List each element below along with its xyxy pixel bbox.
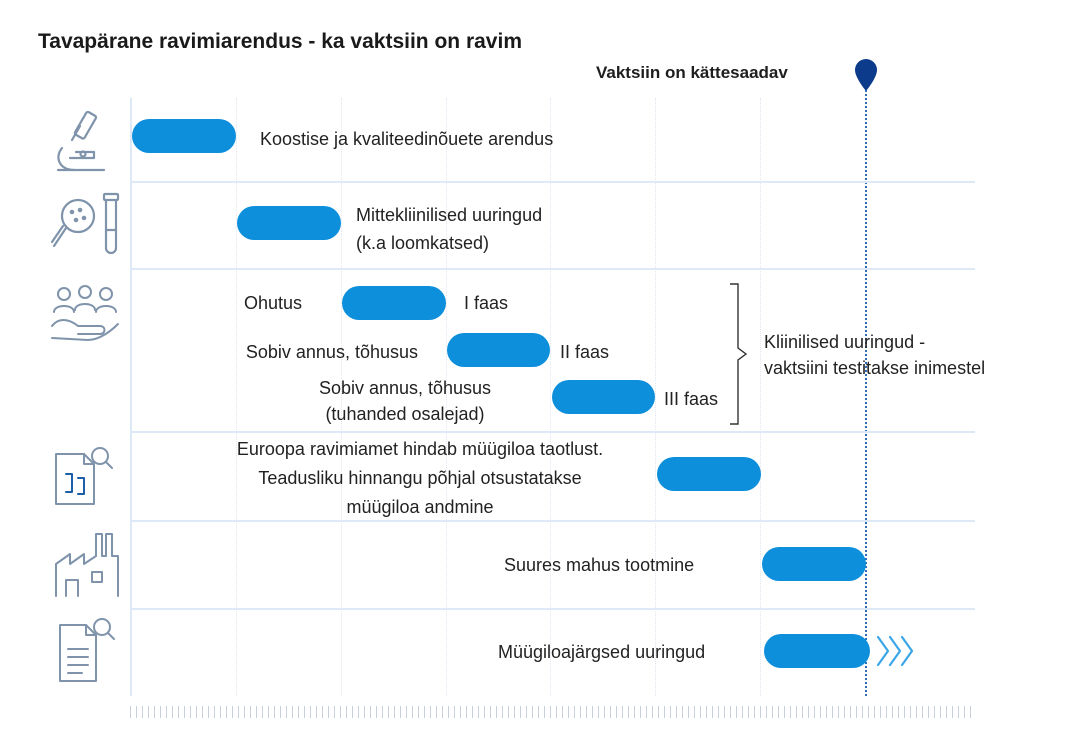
row-divider: [130, 268, 975, 270]
row-label: Suures mahus tootmine: [504, 555, 695, 575]
page-title: Tavapärane ravimiarendus - ka vaktsiin on ravim: [38, 30, 522, 53]
timeline-bar: [447, 333, 550, 367]
people-hands-icon: [48, 282, 122, 344]
factory-icon: [52, 528, 122, 600]
grid-line: [760, 98, 761, 696]
row-label-line: Euroopa ravimiamet hindab müügiloa taotlust.: [236, 439, 604, 459]
phase-label: III faas: [664, 389, 719, 409]
timeline-bar: [132, 119, 236, 153]
phase-left-label: Sobiv annus, tõhusus: [245, 342, 418, 362]
row-label-line: müügiloa andmine: [346, 497, 494, 517]
timeline-bar: [762, 547, 866, 581]
grid-line: [550, 98, 551, 696]
timeline-bar: [657, 457, 761, 491]
phase-label: I faas: [464, 293, 509, 313]
row-label-line: Mittekliinilised uuringud: [356, 205, 543, 225]
milestone-label: Vaktsiin on kättesaadav: [596, 63, 788, 82]
row-divider: [130, 181, 975, 183]
microscope-icon: [50, 108, 112, 174]
document-review-icon: [50, 444, 116, 508]
location-pin-icon: [853, 58, 879, 92]
bracket-icon: [728, 283, 752, 425]
phase-label: II faas: [560, 342, 610, 362]
phase-left-label: (tuhanded osalejad): [325, 404, 485, 424]
timeline-bar: [552, 380, 655, 414]
row-label-line: Teadusliku hinnangu põhjal otsustatakse: [258, 468, 582, 488]
chevrons-right-icon: [874, 634, 914, 668]
row-label-line: (k.a loomkatsed): [356, 233, 490, 253]
magnifier-test-tube-icon: [50, 190, 124, 262]
phase-left-label: Sobiv annus, tõhusus: [318, 378, 492, 398]
group-label-line: vaktsiini testitakse inimestel: [764, 358, 986, 378]
timeline-bar: [764, 634, 870, 668]
row-label: Koostise ja kvaliteedinõuete arendus: [260, 129, 554, 149]
row-divider: [130, 608, 975, 610]
row-label: Müügiloajärgsed uuringud: [498, 642, 706, 662]
group-label-line: Kliinilised uuringud -: [764, 332, 926, 352]
grid-line: [236, 98, 237, 696]
timeline-bar: [237, 206, 341, 240]
row-divider: [130, 431, 975, 433]
phase-left-label: Ohutus: [243, 293, 302, 313]
timeline-axis: [130, 98, 132, 696]
timeline-bar: [342, 286, 446, 320]
grid-line: [655, 98, 656, 696]
row-divider: [130, 520, 975, 522]
tick-strip: [130, 706, 975, 718]
document-search-icon: [56, 615, 118, 685]
